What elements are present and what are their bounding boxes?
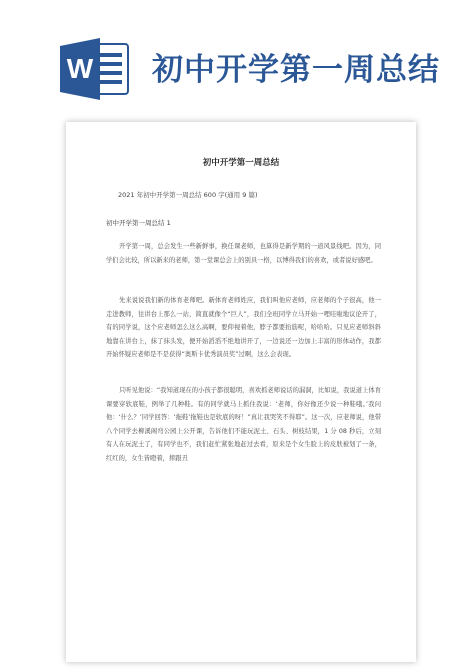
section-title: 初中开学第一周总结 1 [106,219,171,227]
banner-title: 初中开学第一周总结 [152,52,440,88]
page-title: 初中开学第一周总结 [202,158,280,168]
document-meta: 2021 年初中开学第一周总结 600 字(通用 9 篇) [118,191,258,199]
svg-text:W: W [66,53,94,84]
document-page [66,122,416,662]
paragraph-2: 先来说说我们新的体育老师吧。新体育老师姓应，我们叫他应老师，应老师的个子很高，他一走进教师，往讲台上那么一站，简直就像个“巨人”，我们全班同学立马开始一哩哇啦地议论开了，有的同学说，这个应老师怎么这么高啊，要仰视着他，脖子都要抬筋呢，哈哈哈。只见应老师斜斜地靠在讲台上，抹了抹头发，便开始滔滔不绝地讲开了，一边说还一边加上丰富的形体动作，我都开始怀疑应老师是不是获得“奥斯卡优秀演员奖”过啊，这么会表现。 [106,297,381,358]
header-banner [0,0,474,110]
paragraph-1: 开学第一周，总会发生一些新鲜事，换任课老师，也算得是新学期的一道风景线吧。因为，同学们会比较，所以新来的老师，第一堂课总会上的别具一格，以博得我们的喜欢，或者说好感吧。 [106,243,381,264]
word-icon [60,38,130,100]
paragraph-3: 只听见他说：“我知道现在的小孩子都很聪明，喜欢抓老师说话的漏洞，比如说，我说道上体育课要穿软底鞋，例举了几种鞋。有的同学就马上抓住我说：‘老师，你好像还少说一种鞋哦。’我问他：‘什么？’同学回答：‘拖鞋’拖鞋也是软底的呀！”真让我哭笑不得耶”。这一次，应老师说，他带八个同学去柳溪阁弯公园上公开课，告诉他们不能玩泥土、石头、树枝结果，1 分 08 秒后，立刻有人在玩泥土了，有同学也不，我们赶忙紧张地赶过去看，原来是个女生脸上的皮肤被划了一条，红红的，女生皆瞪着，摔跟丑 [106,387,381,462]
